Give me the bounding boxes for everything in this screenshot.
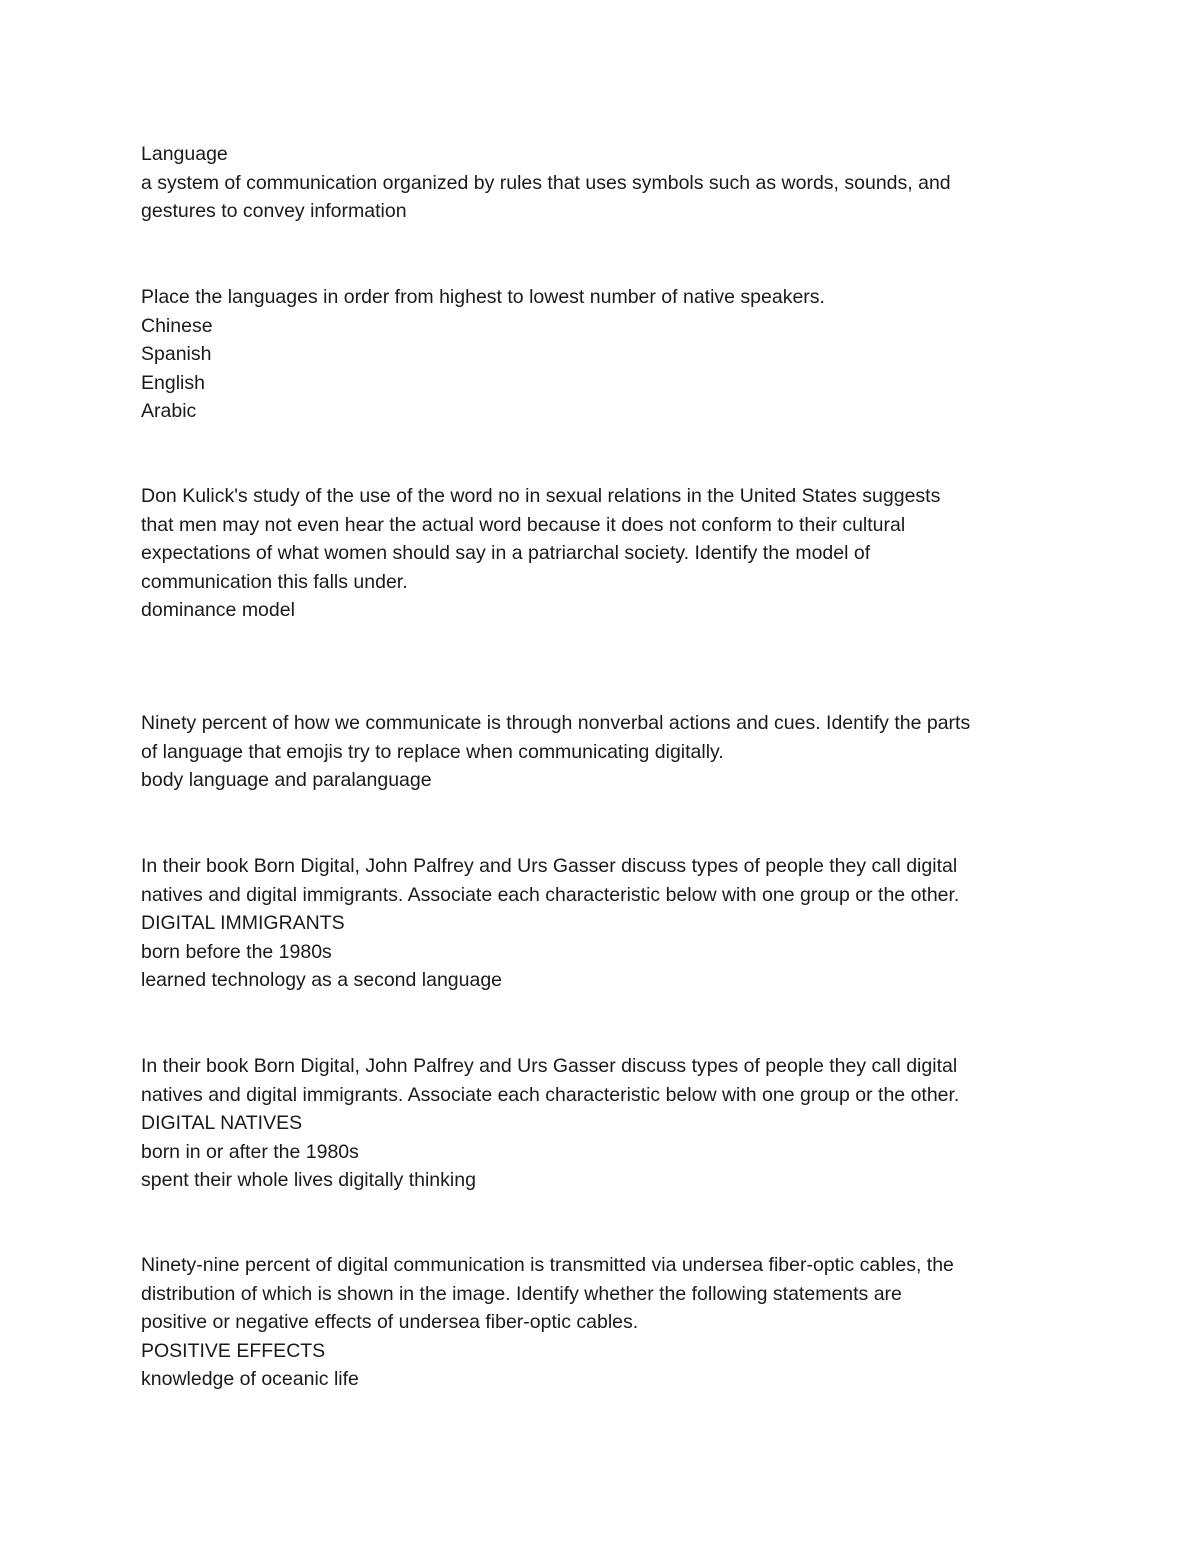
question-text: natives and digital immigrants. Associate each characteristic below with one group or the other. [141,883,960,906]
answer-line: Arabic [141,400,197,422]
question-native-speakers [141,283,1076,426]
answer-line: dominance model [141,599,295,621]
question-text: positive or negative effects of undersea fiber-optic cables. [141,1311,639,1333]
category-heading: DIGITAL IMMIGRANTS [141,912,345,934]
question-text: In their book Born Digital, John Palfrey and Urs Gasser discuss types of people they call digital [141,855,958,877]
question-text: expectations of what women should say in a patriarchal society. Identify the model of [141,542,871,564]
category-heading: DIGITAL NATIVES [141,1112,303,1134]
answer-line: English [141,371,205,394]
answer-line: Chinese [141,314,213,337]
question-digital-immigrants [141,852,1076,995]
definition-line: gestures to convey information [141,200,407,222]
question-text: Don Kulick's study of the use of the word no in sexual relations in the United States suggests [141,485,941,507]
definition-line: a system of communication organized by rules that uses symbols such as words, sounds, and [141,171,951,194]
question-text: Ninety-nine percent of digital communication is transmitted via undersea fiber-optic cables, the [141,1254,954,1276]
answer-line: born before the 1980s [141,940,332,963]
answer-line: knowledge of oceanic life [141,1368,359,1390]
answer-line: body language and paralanguage [141,769,432,791]
question-text: In their book Born Digital, John Palfrey and Urs Gasser discuss types of people they call digital [141,1055,958,1077]
question-emojis [141,709,1076,795]
definition-language [141,140,1076,226]
question-digital-natives [141,1052,1076,1195]
question-communication-model [141,482,1076,625]
answer-line: learned technology as a second language [141,969,503,991]
category-heading: POSITIVE EFFECTS [141,1339,326,1362]
term-heading: Language [141,143,228,165]
answer-line: Spanish [141,343,212,365]
question-text: that men may not even hear the actual word because it does not conform to their cultural [141,513,906,536]
question-fiber-optic-cables [141,1251,1076,1394]
question-text: Ninety percent of how we communicate is through nonverbal actions and cues. Identify the parts [141,712,971,734]
question-text: Place the languages in order from highest to lowest number of native speakers. [141,286,825,308]
question-text: natives and digital immigrants. Associate each characteristic below with one group or the other. [141,1083,960,1106]
answer-line: born in or after the 1980s [141,1140,359,1163]
question-text: distribution of which is shown in the image. Identify whether the following statements are [141,1282,902,1305]
question-text: of language that emojis try to replace when communicating digitally. [141,740,724,763]
question-text: communication this falls under. [141,570,408,593]
answer-line: spent their whole lives digitally thinking [141,1169,476,1191]
